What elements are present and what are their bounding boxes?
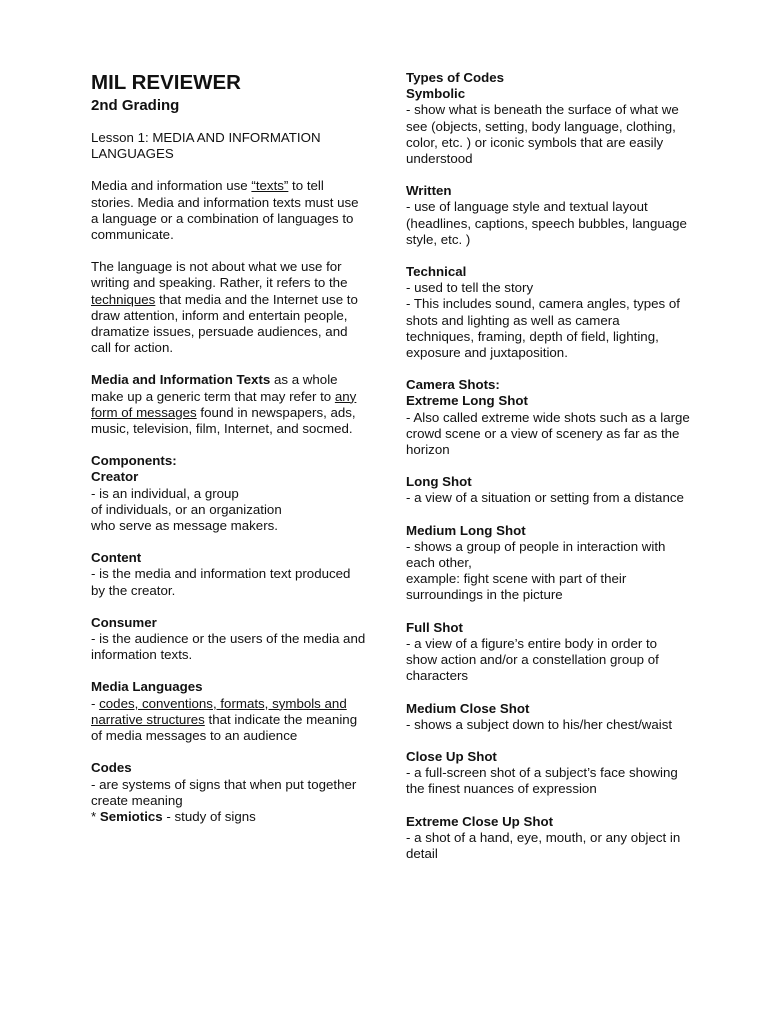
- paragraph-mil-texts: [91, 372, 366, 437]
- left-column: [91, 70, 366, 825]
- right-column: [406, 70, 691, 878]
- creator-line: - is an individual, a group: [91, 485, 239, 501]
- document-subtitle: 2nd Grading: [91, 97, 180, 114]
- content-heading: Content: [91, 550, 142, 566]
- technical-line: - This includes sound, camera angles, types of shots and lighting as well as camera techniques, framing, depth of field, lighting, exposure and juxtaposition.: [406, 296, 680, 361]
- codes-text: - are systems of signs that when put together create meaning: [91, 776, 357, 808]
- medium-close-shot-heading: Medium Close Shot: [406, 700, 530, 716]
- media-languages-heading: Media Languages: [91, 679, 203, 695]
- components-section: [91, 453, 366, 534]
- techniques-underlined: techniques: [91, 291, 156, 307]
- document-title: MIL REVIEWER: [91, 71, 241, 94]
- any-form-underlined: any form of messages: [91, 388, 357, 420]
- long-shot-heading: Long Shot: [406, 474, 472, 490]
- camera-shots-heading: Camera Shots:: [406, 377, 500, 393]
- close-up-shot-heading: Close Up Shot: [406, 748, 497, 764]
- codes-heading: Codes: [91, 760, 132, 776]
- text: to tell stories. Media and information texts must use a language or a combination of languages to communicate.: [91, 178, 359, 243]
- symbolic-heading: Symbolic: [406, 86, 466, 102]
- text: that indicate the meaning of media messages to an audience: [91, 711, 358, 744]
- text: The language is not about what we use for writing and speaking. Rather, it refers to the: [91, 259, 348, 291]
- paragraph-texts: [91, 178, 366, 243]
- types-of-codes-heading: Types of Codes: [406, 70, 505, 85]
- consumer-heading: Consumer: [91, 614, 157, 630]
- mil-texts-bold: Media and Information Texts: [91, 372, 271, 388]
- extreme-long-shot-heading: Extreme Long Shot: [406, 393, 528, 409]
- text: as a whole make up a generic term that may refer to: [91, 372, 338, 404]
- full-shot-heading: Full Shot: [406, 619, 463, 635]
- symbolic-text: - show what is beneath the surface of what we see (objects, setting, body language, clothing, color, etc. ) or iconic symbols that are easily understood: [406, 102, 679, 167]
- text: -: [91, 695, 100, 711]
- medium-long-shot-line: - shows a group of people in interaction with each other,: [406, 538, 666, 571]
- technical-line: - used to tell the story: [406, 280, 534, 296]
- extreme-close-up-shot-heading: Extreme Close Up Shot: [406, 813, 554, 829]
- text: - study of signs: [162, 808, 256, 824]
- medium-long-shot-heading: Medium Long Shot: [406, 522, 526, 538]
- semiotics-line: [91, 809, 366, 825]
- texts-underlined: “texts”: [251, 178, 289, 194]
- written-heading: Written: [406, 183, 452, 199]
- text: found in newspapers, ads, music, television, film, Internet, and socmed.: [91, 404, 356, 437]
- content-text: - is the media and information text produced by the creator.: [91, 566, 351, 598]
- full-shot-text: - a view of a figure’s entire body in order to show action and/or a constellation group of characters: [406, 635, 659, 684]
- components-heading: Components:: [91, 453, 177, 469]
- text: Media and information use: [91, 178, 252, 194]
- creator-line: of individuals, or an organization: [91, 501, 282, 517]
- extreme-close-up-shot-text: - a shot of a hand, eye, mouth, or any object in detail: [406, 829, 681, 861]
- paragraph-language: [91, 259, 366, 356]
- text: that media and the Internet use to draw attention, inform and entertain people, dramatize issues, persuade audiences, and call for action.: [91, 291, 358, 356]
- medium-close-shot-text: - shows a subject down to his/her chest/waist: [406, 716, 673, 732]
- creator-heading: Creator: [91, 469, 139, 485]
- text: *: [91, 808, 100, 824]
- technical-heading: Technical: [406, 264, 467, 280]
- lesson-heading: Lesson 1: MEDIA AND INFORMATION LANGUAGES: [91, 130, 321, 162]
- semiotics-bold: Semiotics: [99, 808, 163, 824]
- long-shot-text: - a view of a situation or setting from a distance: [406, 490, 684, 506]
- medium-long-shot-line: example: fight scene with part of their surroundings in the picture: [406, 571, 627, 603]
- creator-line: who serve as message makers.: [91, 518, 278, 534]
- extreme-long-shot-text: - Also called extreme wide shots such as a large crowd scene or a view of scenery as far as the horizon: [406, 409, 690, 458]
- media-languages-text: [91, 696, 366, 745]
- written-text: - use of language style and textual layout (headlines, captions, speech bubbles, language style, etc. ): [406, 199, 687, 247]
- consumer-text: - is the audience or the users of the media and information texts.: [91, 631, 366, 663]
- media-languages-underlined: codes, conventions, formats, symbols and narrative structures: [91, 695, 347, 727]
- close-up-shot-text: - a full-screen shot of a subject’s face showing the finest nuances of expression: [406, 765, 678, 797]
